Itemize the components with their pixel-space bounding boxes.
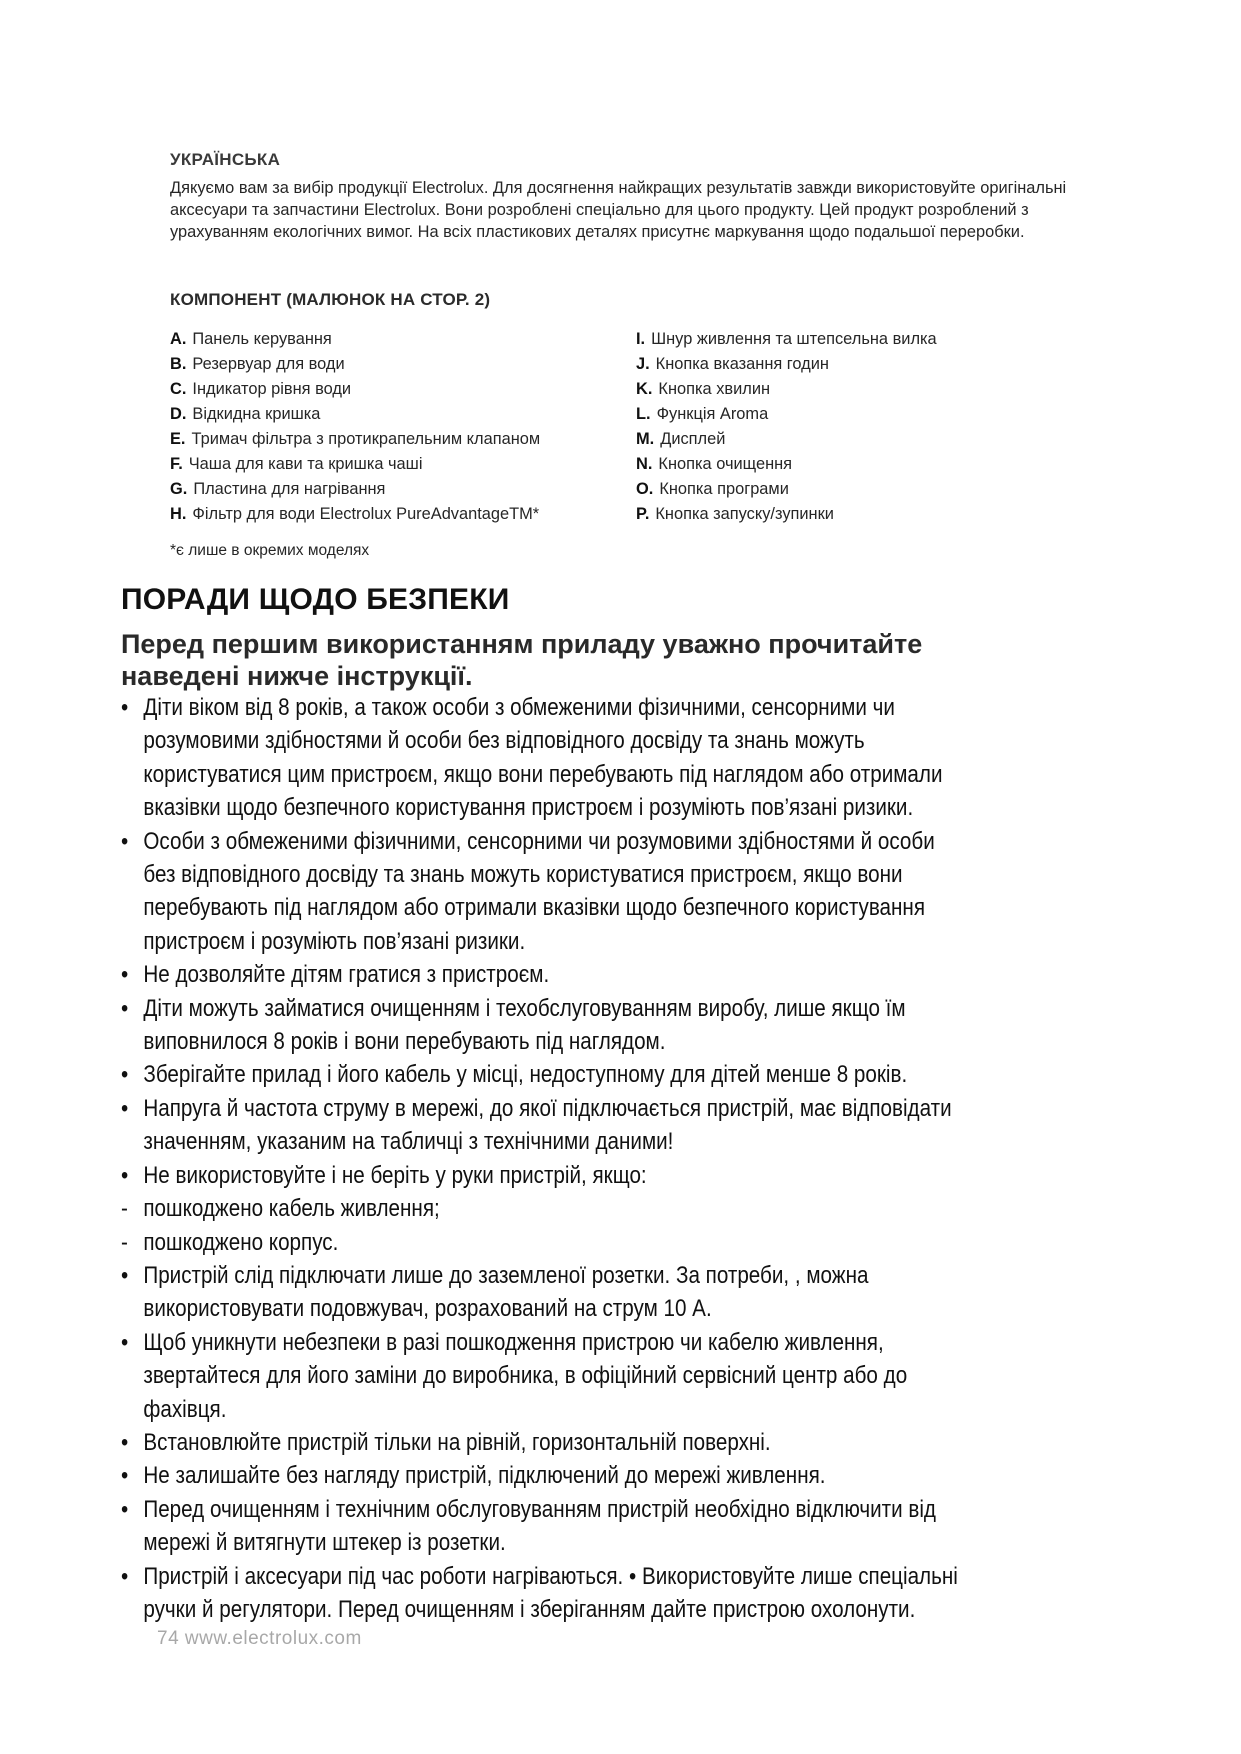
rule-text: Встановлюйте пристрій тільки на рівній, горизонтальній поверхні. [143,1428,771,1456]
safety-rule [121,1226,972,1259]
rule-text: пошкоджено корпус. [143,1228,339,1256]
bullet-mark: • [121,1428,129,1456]
rule-text: Щоб уникнути небезпеки в разі пошкодження пристрою чи кабелю живлення, звертайтеся для його заміни до виробника, в офіційний сервісний центр або до фахівця. [143,1328,908,1423]
rule-text: Пристрій слід підключати лише до заземленої розетки. За потреби, , можна використовувати подовжувач, розрахований на струм 10 А. [143,1261,869,1323]
safety-rule [121,1426,972,1459]
component-label: Чаша для кави та кришка чаші [188,455,423,473]
component-letter: J. [636,355,650,373]
safety-rule [121,1092,972,1159]
safety-rule [121,1192,972,1225]
component-item [636,477,937,502]
intro-paragraph: Дякуємо вам за вибір продукції Electrolux. Для досягнення найкращих результатів завжди використовуйте оригінальні аксесуари та запчастини Electrolux. Вони розроблені спеціально для цього продукту. Цей продукт розроблений з урахуванням екологічних вимог. На всіх пластикових деталях присутнє маркування щодо подальшої переробки. [170,179,1067,241]
component-label: Кнопка вказання годин [655,355,829,373]
component-letter: M. [636,430,655,448]
component-item [636,327,937,352]
rule-text: Не залишайте без нагляду пристрій, підключений до мережі живлення. [143,1462,826,1490]
safety-rule [121,992,972,1059]
component-letter: P. [636,505,650,523]
bullet-mark: • [121,1161,129,1189]
footer-website: www.electrolux.com [184,1628,362,1649]
rule-text: пошкоджено кабель живлення; [143,1195,440,1223]
component-label: Пластина для нагрівання [193,480,386,498]
bullet-mark: • [121,694,129,721]
component-label: Тримач фільтра з протикрапельним клапаном [191,430,541,448]
component-label: Індикатор рівня води [192,380,352,398]
component-item [170,327,540,352]
rule-text: Напруга й частота струму в мережі, до якої підключається пристрій, має відповідати значенням, указаним на табличці з технічними даними! [143,1094,952,1156]
safety-rule [121,1560,972,1627]
component-item [636,402,937,427]
component-label: Кнопка запуску/зупинки [655,505,834,523]
bullet-mark: • [121,1061,129,1089]
bullet-mark: • [121,994,129,1022]
bullet-mark: • [121,827,129,855]
rule-text: Діти віком від 8 років, а також особи з обмеженими фізичними, сенсорними чи розумовими здібностями й особи без відповідного досвіду та знань можуть користуватися цим пристроєм, якщо вони перебувають під наглядом або отримали вказівки щодо безпечного користування пристроєм і розуміють пов’язані ризики. [143,694,943,822]
dash-mark: - [121,1228,128,1256]
component-label: Кнопка програми [659,480,789,498]
component-label: Відкидна кришка [192,405,321,423]
safety-heading: ПОРАДИ ЩОДО БЕЗПЕКИ [121,583,510,616]
rule-text: Діти можуть займатися очищенням і техобслуговуванням виробу, лише якщо їм виповнилося 8 років і вони перебувають під наглядом. [143,994,906,1056]
safety-rule [121,1493,972,1560]
component-letter: A. [170,330,187,348]
component-letter: K. [636,380,653,398]
component-letter: H. [170,505,187,523]
component-letter: C. [170,380,187,398]
rule-text: Не дозволяйте дітям гратися з пристроєм. [143,961,550,989]
component-letter: D. [170,405,187,423]
bullet-mark: • [121,1328,129,1356]
bullet-mark: • [121,961,129,989]
component-letter: O. [636,480,654,498]
dash-mark: - [121,1195,128,1223]
rule-text: Особи з обмеженими фізичними, сенсорними чи розумовими здібностями й особи без відповідного досвіду та знань можуть користуватися пристроєм, якщо вони перебувають під наглядом або отримали вказівки щодо безпечного користування пристроєм і розуміють пов’язані ризики. [143,827,935,955]
bullet-mark: • [121,1495,129,1523]
component-label: Шнур живлення та штепсельна вилка [651,330,937,348]
component-item [170,352,540,377]
components-heading: КОМПОНЕНТ (МАЛЮНОК НА СТОР. 2) [170,290,491,309]
component-label: Панель керування [192,330,332,348]
component-label: Кнопка очищення [658,455,793,473]
bullet-mark: • [121,1094,129,1122]
rule-text: Пристрій і аксесуари під час роботи нагріваються. • Використовуйте лише спеціальні ручки й регулятори. Перед очищенням і зберіганням дайте пристрою охолонути. [143,1562,958,1623]
safety-rule [121,958,972,991]
bullet-mark: • [121,1462,129,1490]
rule-text: Перед очищенням і технічним обслуговуванням пристрій необхідно відключити від мережі й витягнути штекер із розетки. [143,1495,936,1557]
component-item [636,352,937,377]
component-letter: B. [170,355,187,373]
component-item [170,477,540,502]
safety-rule [121,1058,972,1091]
rule-text: Зберігайте прилад і його кабель у місці, недоступному для дітей менше 8 років. [143,1061,908,1089]
safety-rule [121,1459,972,1492]
component-label: Дисплей [660,430,726,448]
components-list-left [170,327,540,527]
component-item [636,427,937,452]
component-letter: I. [636,330,646,348]
safety-rule [121,1326,972,1426]
bullet-mark: • [121,1261,129,1289]
component-letter: L. [636,405,651,423]
component-item [170,452,540,477]
component-label: Кнопка хвилин [658,380,771,398]
component-item [636,502,937,527]
safety-rule [121,825,972,959]
components-list-right [636,327,937,527]
components-footnote: *є лише в окремих моделях [170,542,370,559]
language-heading: УКРАЇНСЬКА [170,150,281,169]
bullet-mark: • [121,1562,129,1590]
component-letter: G. [170,480,188,498]
safety-rule [121,1259,972,1326]
rule-text: Не використовуйте і не беріть у руки пристрій, якщо: [143,1161,647,1189]
component-letter: F. [170,455,183,473]
component-label: Фільтр для води Electrolux PureAdvantageTM* [192,505,540,523]
component-label: Функція Aroma [656,405,769,423]
component-item [170,402,540,427]
component-item [170,502,540,527]
safety-rule [121,1159,972,1192]
component-item [170,377,540,402]
page-number: 74 [157,1628,180,1649]
page-footer [157,1628,362,1650]
component-item [636,377,937,402]
component-letter: N. [636,455,653,473]
safety-subheading: Перед першим використанням приладу уважно прочитайте наведені нижче інструкції. [121,629,923,691]
safety-rule [121,691,972,825]
component-label: Резервуар для води [192,355,345,373]
component-item [170,427,540,452]
component-item [636,452,937,477]
safety-rules-list [121,691,972,1626]
component-letter: E. [170,430,186,448]
